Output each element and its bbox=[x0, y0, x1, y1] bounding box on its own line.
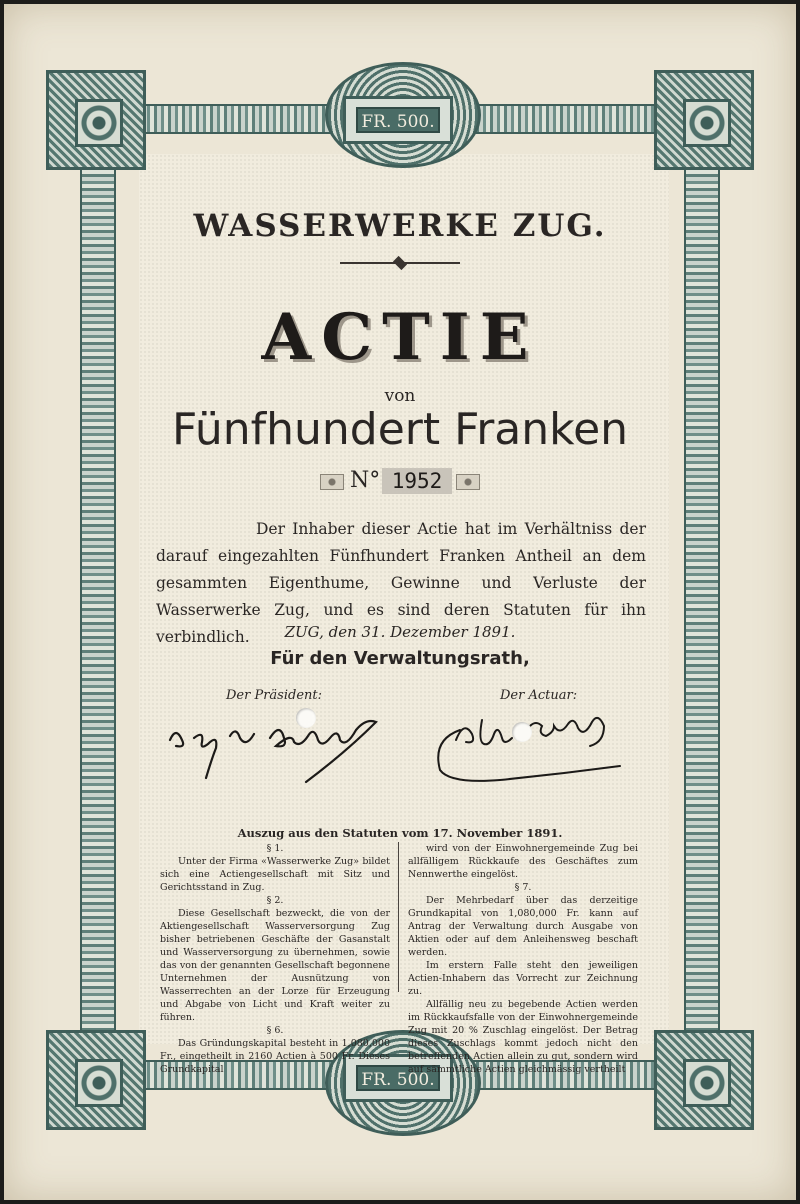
document-type: ACTIE bbox=[261, 300, 539, 375]
number-ornament-left bbox=[320, 474, 344, 490]
denomination-label-bottom: FR. 500. bbox=[356, 1065, 440, 1091]
frame-corner-top-left bbox=[46, 70, 146, 170]
denomination-label-top: FR. 500. bbox=[356, 107, 440, 133]
divider-ornament bbox=[340, 262, 460, 264]
statute-text: wird von der Einwohnergemeinde Zug bei allfälligem Rückkaufe des Geschäftes zum Nennwerthe eingelöst. bbox=[408, 843, 638, 880]
statutes-column-left bbox=[160, 842, 390, 1076]
statute-text: Der Mehrbedarf über das derzeitige Grundkapital von 1,080,000 Fr. kann auf Antrag der Verwaltung durch Ausgabe von Aktien oder auf dem Anleihensweg beschaft werden. bbox=[408, 895, 638, 958]
statute-text: Diese Gesellschaft bezweckt, die von der Aktiengesellschaft Wasserversorgung Zug bisher betriebenen Geschäfte der Gasanstalt und Wasserversorgung zu übernehmen, sowie das von der genannten Gesellschaft begonnene Unternehmen der Ausnützung von Wasserrechten an der Lorze für Erzeugung und Abgabe von Licht und Kraft weiter zu führen. bbox=[160, 908, 390, 1023]
statute-text: Im erstern Falle steht den jeweiligen Actien-Inhabern das Vorrecht zur Zeichnung zu. bbox=[408, 960, 638, 997]
actuar-signature bbox=[430, 700, 640, 790]
number-label: N° bbox=[350, 468, 381, 493]
certificate-number-box bbox=[320, 468, 480, 494]
actuar-label: Der Actuar: bbox=[500, 688, 578, 703]
frame-left-border bbox=[80, 130, 116, 1060]
president-label: Der Präsident: bbox=[226, 688, 322, 703]
share-amount: Fünfhundert Franken bbox=[171, 404, 629, 455]
certificate-number: 1952 bbox=[382, 468, 452, 494]
statute-paragraph-number: § 2. bbox=[266, 895, 284, 906]
statute-paragraph-number: § 6. bbox=[266, 1025, 284, 1036]
denomination-top bbox=[343, 96, 453, 144]
statute-paragraph-number: § 7. bbox=[514, 882, 532, 893]
body-paragraph: Der Inhaber dieser Actie hat im Verhältniss der darauf eingezahlten Fünfhundert Franken Antheil an dem gesammten Eigenthume, Gewinne und Verluste der Wasserwerke Zug, und es sind deren Statuten für ihn verbindlich. bbox=[156, 520, 646, 646]
board-heading: Für den Verwaltungsrath, bbox=[270, 648, 530, 669]
statutes-column-divider bbox=[398, 842, 399, 992]
frame-right-border bbox=[684, 130, 720, 1060]
president-signature bbox=[160, 700, 430, 790]
cancellation-hole-left bbox=[296, 708, 316, 728]
issue-date: ZUG, den 31. Dezember 1891. bbox=[284, 623, 516, 641]
cancellation-hole-right bbox=[512, 722, 532, 742]
company-name: WASSERWERKE ZUG. bbox=[193, 208, 607, 244]
statute-text: Das Gründungskapital besteht in 1,080,000 Fr., eingetheilt in 2160 Actien à 500 Fr. Dieses Grundkapital bbox=[160, 1038, 390, 1075]
statutes-title: Auszug aus den Statuten vom 17. November 1891. bbox=[237, 826, 563, 840]
statute-paragraph-number: § 1. bbox=[266, 843, 284, 854]
number-ornament-right bbox=[456, 474, 480, 490]
frame-corner-bottom-right bbox=[654, 1030, 754, 1130]
frame-corner-bottom-left bbox=[46, 1030, 146, 1130]
von-label: von bbox=[384, 386, 416, 406]
statute-text: Unter der Firma «Wasserwerke Zug» bildet sich eine Actiengesellschaft mit Sitz und Gerichtsstand in Zug. bbox=[160, 856, 390, 893]
statute-text: Allfällig neu zu begebende Actien werden im Rückkaufsfalle von der Einwohnergemeinde Zug mit 20 % Zuschlag eingelöst. Der Betrag dieses Zuschlags kommt jedoch nicht den betreffenden Actien allein zu gut, sondern wird auf sämmtliche Actien gleichmässig vertheilt bbox=[408, 999, 638, 1075]
frame-corner-top-right bbox=[654, 70, 754, 170]
statutes-column-right bbox=[408, 842, 638, 1076]
